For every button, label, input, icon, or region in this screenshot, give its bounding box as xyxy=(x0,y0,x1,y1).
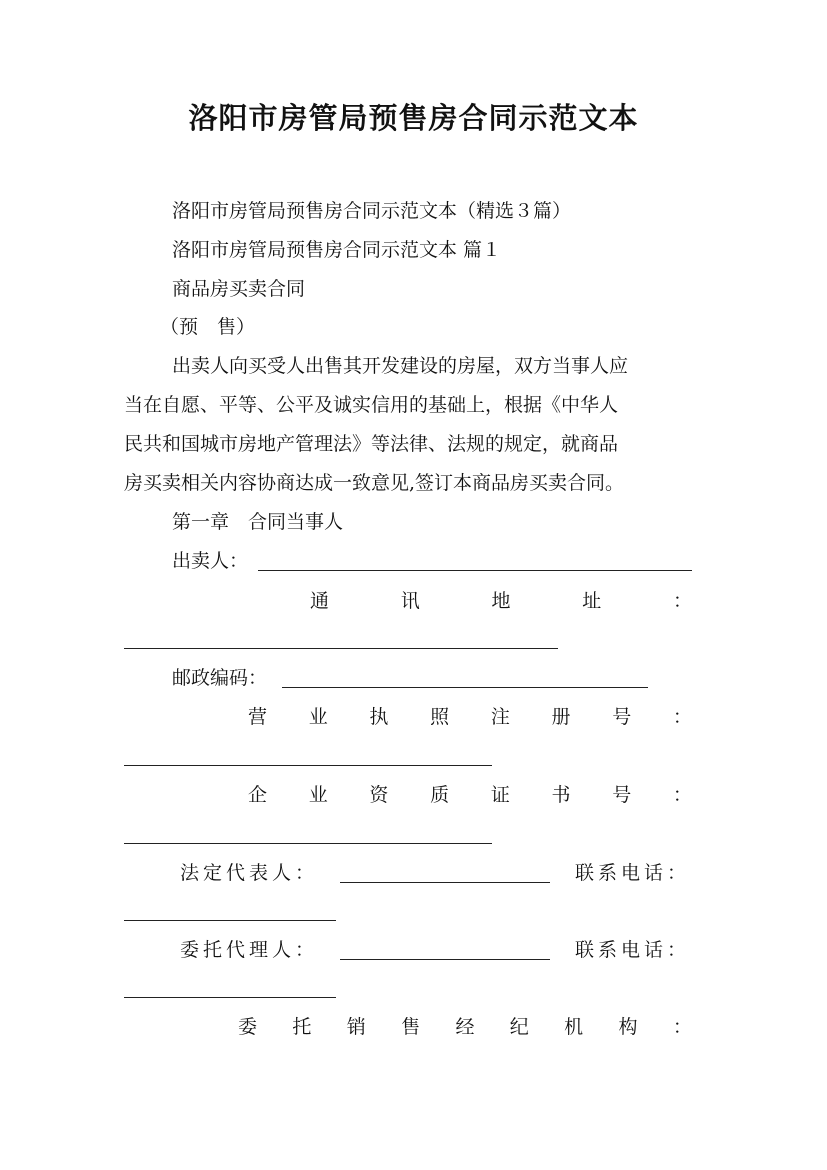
label-char: 构 xyxy=(618,1016,638,1038)
label-char: 托 xyxy=(292,1016,312,1038)
label-char: 注 xyxy=(490,706,510,728)
label-char: 号 xyxy=(612,784,632,806)
label-char: 通 xyxy=(310,590,330,612)
agent-blank[interactable] xyxy=(340,959,550,960)
label-char: 经 xyxy=(455,1016,475,1038)
paragraph-line: 出卖人向买受人出售其开发建设的房屋，双方当事人应 xyxy=(172,355,629,377)
postcode-label: 邮政编码： xyxy=(172,667,268,689)
label-char: ： xyxy=(672,590,692,612)
legal-rep-label: 法定代表人： xyxy=(180,862,319,884)
label-char: 资 xyxy=(369,784,389,806)
label-char: 售 xyxy=(401,1016,421,1038)
label-char: 业 xyxy=(308,706,328,728)
postcode-blank[interactable] xyxy=(282,687,648,688)
part1-heading: 洛阳市房管局预售房合同示范文本 篇１ xyxy=(172,239,502,261)
label-char: ： xyxy=(672,784,692,806)
agent-phone-blank[interactable] xyxy=(124,997,336,998)
label-char: 照 xyxy=(430,706,450,728)
label-char: 册 xyxy=(551,706,571,728)
label-char: 质 xyxy=(430,784,450,806)
phone-label: 联系电话： xyxy=(575,862,691,884)
sales-agency-label xyxy=(238,1014,692,1040)
label-char: ： xyxy=(672,706,692,728)
contract-name: 商品房买卖合同 xyxy=(172,278,306,300)
presale-label: （预 售） xyxy=(160,316,256,338)
business-license-blank[interactable] xyxy=(124,765,492,766)
business-license-label xyxy=(248,704,692,730)
legal-rep-phone-blank[interactable] xyxy=(124,920,336,921)
document-title: 洛阳市房管局预售房合同示范文本 xyxy=(188,101,639,135)
label-char: 企 xyxy=(248,784,268,806)
label-char: 营 xyxy=(248,706,268,728)
paragraph-line: 民共和国城市房地产管理法》等法律、法规的规定，就商品 xyxy=(124,433,619,455)
label-char: 号 xyxy=(612,706,632,728)
label-char: 址 xyxy=(582,590,602,612)
paragraph-line: 房买卖相关内容协商达成一致意见,签订本商品房买卖合同。 xyxy=(124,472,625,494)
label-char: 书 xyxy=(551,784,571,806)
address-label xyxy=(310,588,692,614)
label-char: 讯 xyxy=(400,590,420,612)
chapter-heading: 第一章 合同当事人 xyxy=(172,511,344,533)
seller-blank[interactable] xyxy=(258,570,692,571)
qualification-blank[interactable] xyxy=(124,843,492,844)
label-char: 销 xyxy=(346,1016,366,1038)
label-char: 纪 xyxy=(509,1016,529,1038)
label-char: 证 xyxy=(490,784,510,806)
seller-label: 出卖人： xyxy=(172,550,249,572)
label-char: 地 xyxy=(491,590,511,612)
intro-line: 洛阳市房管局预售房合同示范文本（精选３篇） xyxy=(172,200,572,222)
label-char: 委 xyxy=(238,1016,258,1038)
label-char: 机 xyxy=(564,1016,584,1038)
legal-rep-blank[interactable] xyxy=(340,882,550,883)
label-char: ： xyxy=(672,1016,692,1038)
agent-label: 委托代理人： xyxy=(180,939,319,961)
phone-label: 联系电话： xyxy=(575,939,691,961)
label-char: 执 xyxy=(369,706,389,728)
label-char: 业 xyxy=(308,784,328,806)
paragraph-line: 当在自愿、平等、公平及诚实信用的基础上，根据《中华人 xyxy=(124,394,619,416)
address-blank[interactable] xyxy=(124,648,558,649)
qualification-label xyxy=(248,782,692,808)
